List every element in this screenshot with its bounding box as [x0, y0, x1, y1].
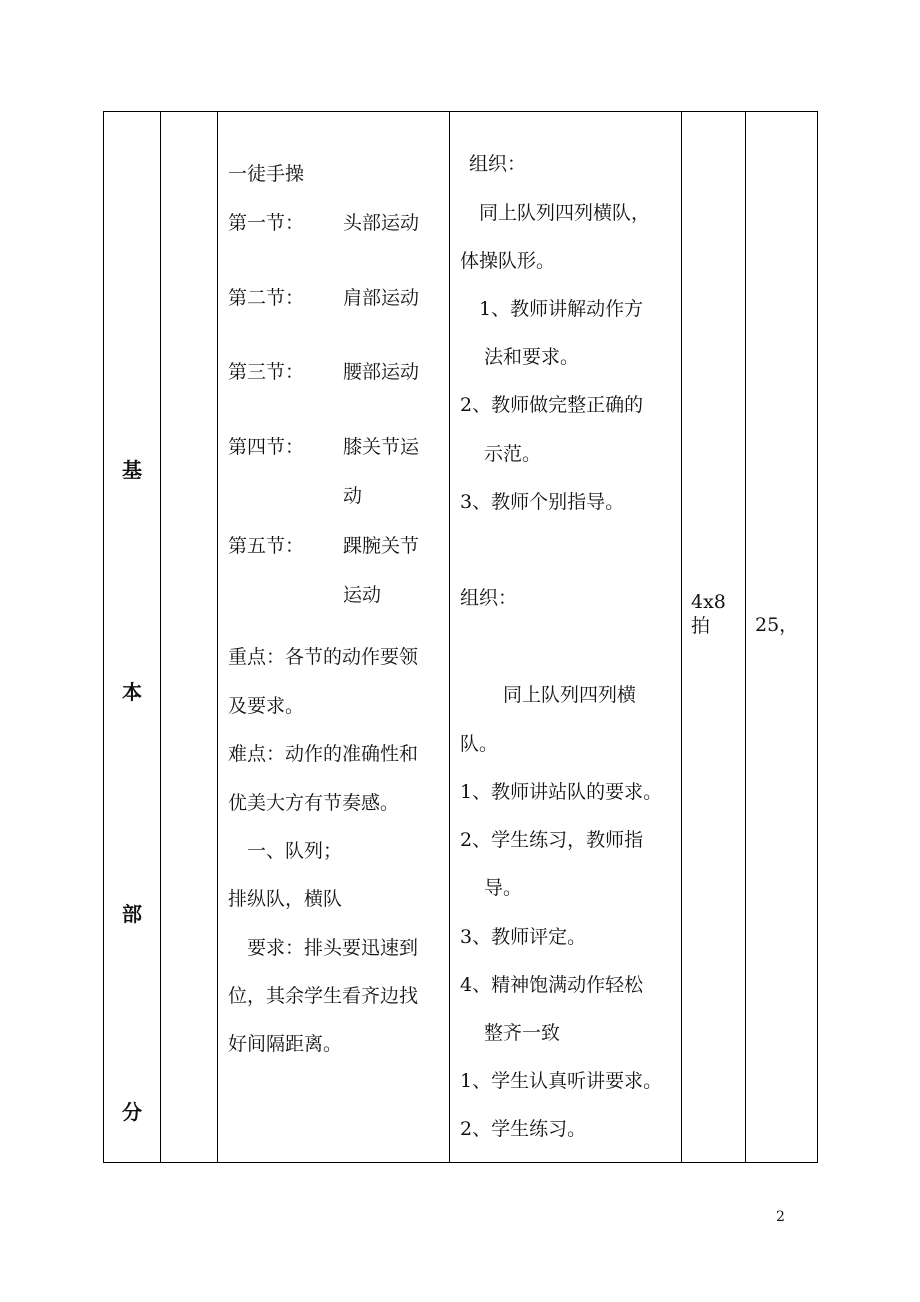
- lesson-plan-table: [103, 111, 818, 1163]
- org-line: 2、教师做完整正确的: [460, 394, 644, 416]
- formation-text: 一、队列；: [247, 840, 343, 862]
- org-line: 3、教师评定。: [460, 926, 587, 948]
- formation-text: 排纵队，横队: [228, 888, 343, 910]
- keypoint-text: 重点：各节的动作要领: [228, 646, 419, 668]
- section-cell: [104, 112, 160, 1162]
- org-line: 队。: [460, 733, 499, 755]
- section-name: 头部运动: [343, 212, 420, 234]
- page-number: 2: [776, 1209, 785, 1225]
- section-label: 第一节：: [228, 212, 305, 234]
- org-line: 组织：: [469, 153, 527, 175]
- section-label: 第三节：: [228, 361, 305, 383]
- org-line: 1、学生认真听讲要求。: [460, 1070, 663, 1092]
- org-line: 4、精神饱满动作轻松: [460, 974, 644, 996]
- section-char: 分: [122, 1100, 142, 1124]
- keypoint-text: 及要求。: [228, 695, 305, 717]
- time-value: 25，: [755, 614, 799, 636]
- difficulty-text: 优美大方有节奏感。: [228, 792, 400, 814]
- org-line: 导。: [484, 877, 523, 899]
- content-title: 一徒手操: [228, 163, 305, 185]
- org-line: 法和要求。: [484, 346, 580, 368]
- org-line: 1、教师讲解动作方: [479, 298, 644, 320]
- org-line: 示范。: [484, 443, 542, 465]
- org-line: 整齐一致: [484, 1022, 561, 1044]
- org-line: 2、学生练习，教师指: [460, 829, 644, 851]
- difficulty-text: 难点：动作的准确性和: [228, 743, 419, 765]
- org-line: 同上队列四列横: [503, 684, 637, 706]
- section-name: 腰部运动: [343, 361, 420, 383]
- section-name: 运动: [343, 584, 382, 606]
- count-unit: 拍: [691, 615, 711, 637]
- section-label: 第五节：: [228, 535, 305, 557]
- org-line: 组织：: [460, 587, 518, 609]
- organization-cell: [450, 112, 681, 1162]
- org-line: 体操队形。: [460, 250, 556, 272]
- count-value: 4x8: [691, 591, 726, 613]
- time-cell: [746, 112, 819, 1162]
- org-line: 2、学生练习。: [460, 1118, 587, 1140]
- empty-cell: [161, 112, 217, 1162]
- section-char: 部: [122, 902, 142, 926]
- section-name: 肩部运动: [343, 287, 420, 309]
- section-label: 第四节：: [228, 436, 305, 458]
- requirement-text: 要求：排头要迅速到: [247, 937, 419, 959]
- requirement-text: 位，其余学生看齐边找: [228, 985, 419, 1007]
- section-name: 膝关节运: [343, 436, 420, 458]
- section-name: 动: [343, 485, 363, 507]
- org-line: 同上队列四列横队，: [479, 202, 651, 224]
- section-label: 第二节：: [228, 287, 305, 309]
- section-char: 基: [122, 458, 142, 482]
- content-cell: [218, 112, 449, 1162]
- org-line: 3、教师个别指导。: [460, 491, 625, 513]
- org-line: 1、教师讲站队的要求。: [460, 781, 663, 803]
- count-cell: [682, 112, 745, 1162]
- section-char: 本: [122, 680, 142, 704]
- section-name: 踝腕关节: [343, 535, 420, 557]
- requirement-text: 好间隔距离。: [228, 1033, 343, 1055]
